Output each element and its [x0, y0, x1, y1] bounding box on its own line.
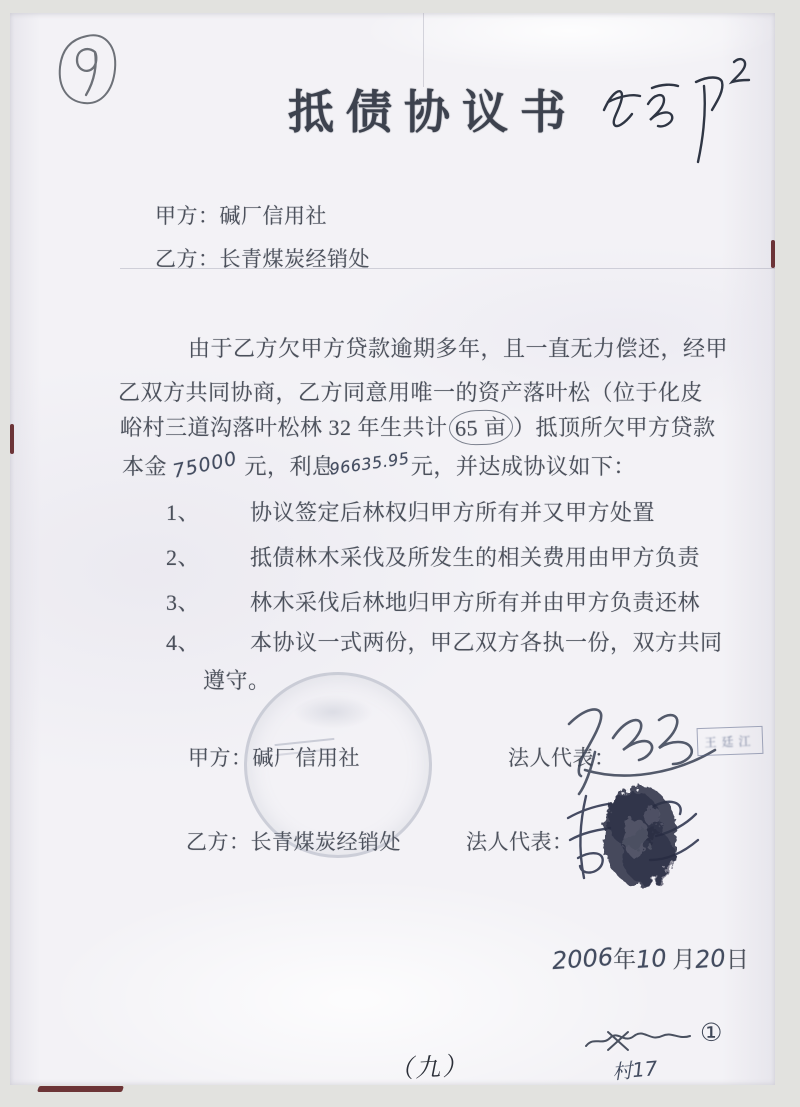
footer-page-mark: （九）: [387, 1050, 470, 1085]
handwritten-interest-amount: 96635.95: [328, 448, 412, 479]
rep-a-name-stamp: [697, 726, 764, 756]
stamp-smudge: [293, 695, 373, 729]
line3-pre: 峪村三道沟落叶松林 32 年生共计: [120, 415, 448, 440]
party-a-label: 甲方：: [155, 204, 220, 228]
corner-handwritten-note: [592, 52, 754, 170]
pencil-circle-nine-icon: [50, 30, 124, 110]
signature-party-a-row: [188, 742, 360, 772]
circled-one-mark: ①: [700, 1018, 723, 1047]
sig-party-b-label: 乙方：: [186, 830, 251, 854]
circled-acreage: 65 亩: [448, 409, 513, 446]
item-3-text: 林木采伐后林地归甲方所有并由甲方负责还林: [250, 590, 701, 615]
paragraph-line-3: [120, 410, 716, 445]
footer-note: 村17: [611, 1056, 659, 1084]
item-4-text: 本协议一式两份，甲乙双方各执一份，双方共同: [250, 630, 723, 655]
signature-party-b-row: [186, 826, 401, 856]
sig-party-a-name: 碱厂信用社: [252, 746, 360, 770]
header-party-a-row: [155, 200, 327, 230]
rep-b-label: 法人代表：: [466, 830, 574, 854]
party-a-name: 碱厂信用社: [219, 204, 327, 228]
header-party-b-row: [155, 243, 370, 273]
rep-a-name-stamp-text: 王廷江: [704, 733, 756, 750]
fingerprint-icon: [590, 780, 692, 892]
date-day-char: 日: [725, 947, 749, 972]
circled-page-number: [50, 30, 124, 110]
date-line: [552, 941, 749, 974]
item-2-number: 2、: [166, 545, 201, 570]
fingerprint-mark: [590, 780, 692, 892]
rep-a-label: 法人代表：: [508, 746, 616, 770]
line4-mid: 元，利息: [244, 454, 335, 479]
scan-edge-artifact: [771, 240, 775, 268]
line4-post: 元，并达成协议如下：: [410, 454, 636, 479]
party-b-name: 长青煤炭经销处: [219, 247, 370, 271]
date-day: 20: [694, 943, 727, 975]
scan-edge-artifact: [37, 1086, 124, 1092]
item-4-continuation: 遵守。: [203, 668, 271, 693]
paragraph-line-4: [122, 447, 636, 483]
paragraph-line-1: 由于乙方欠甲方贷款逾期多年，且一直无力偿还，经甲: [188, 336, 729, 361]
document-title: 抵债协议书: [288, 87, 578, 138]
date-month-char: 月: [672, 947, 696, 972]
item-1-number: 1、: [166, 500, 201, 525]
item-2-text: 抵债林木采伐及所发生的相关费用由甲方负责: [250, 545, 701, 570]
principal-label: 本金: [122, 454, 168, 479]
date-month: 10: [635, 943, 668, 975]
item-1-text: 协议签定后林权归甲方所有并又甲方处置: [250, 500, 656, 525]
date-year-char: 年: [613, 947, 637, 972]
line3-post: ）抵顶所欠甲方贷款: [513, 415, 716, 440]
scan-edge-artifact: [10, 424, 14, 454]
paragraph-line-2: 乙双方共同协商，乙方同意用唯一的资产落叶松（位于化皮: [118, 380, 704, 405]
item-3-number: 3、: [166, 590, 201, 615]
date-year: 2006: [551, 942, 614, 976]
handwritten-principal-amount: 75000: [170, 447, 240, 483]
sig-party-b-name: 长青煤炭经销处: [250, 830, 401, 854]
handwriting-scribble-icon: [592, 52, 754, 170]
sig-party-a-label: 甲方：: [188, 746, 253, 770]
item-4-number: 4、: [166, 630, 201, 655]
party-b-label: 乙方：: [155, 247, 220, 271]
